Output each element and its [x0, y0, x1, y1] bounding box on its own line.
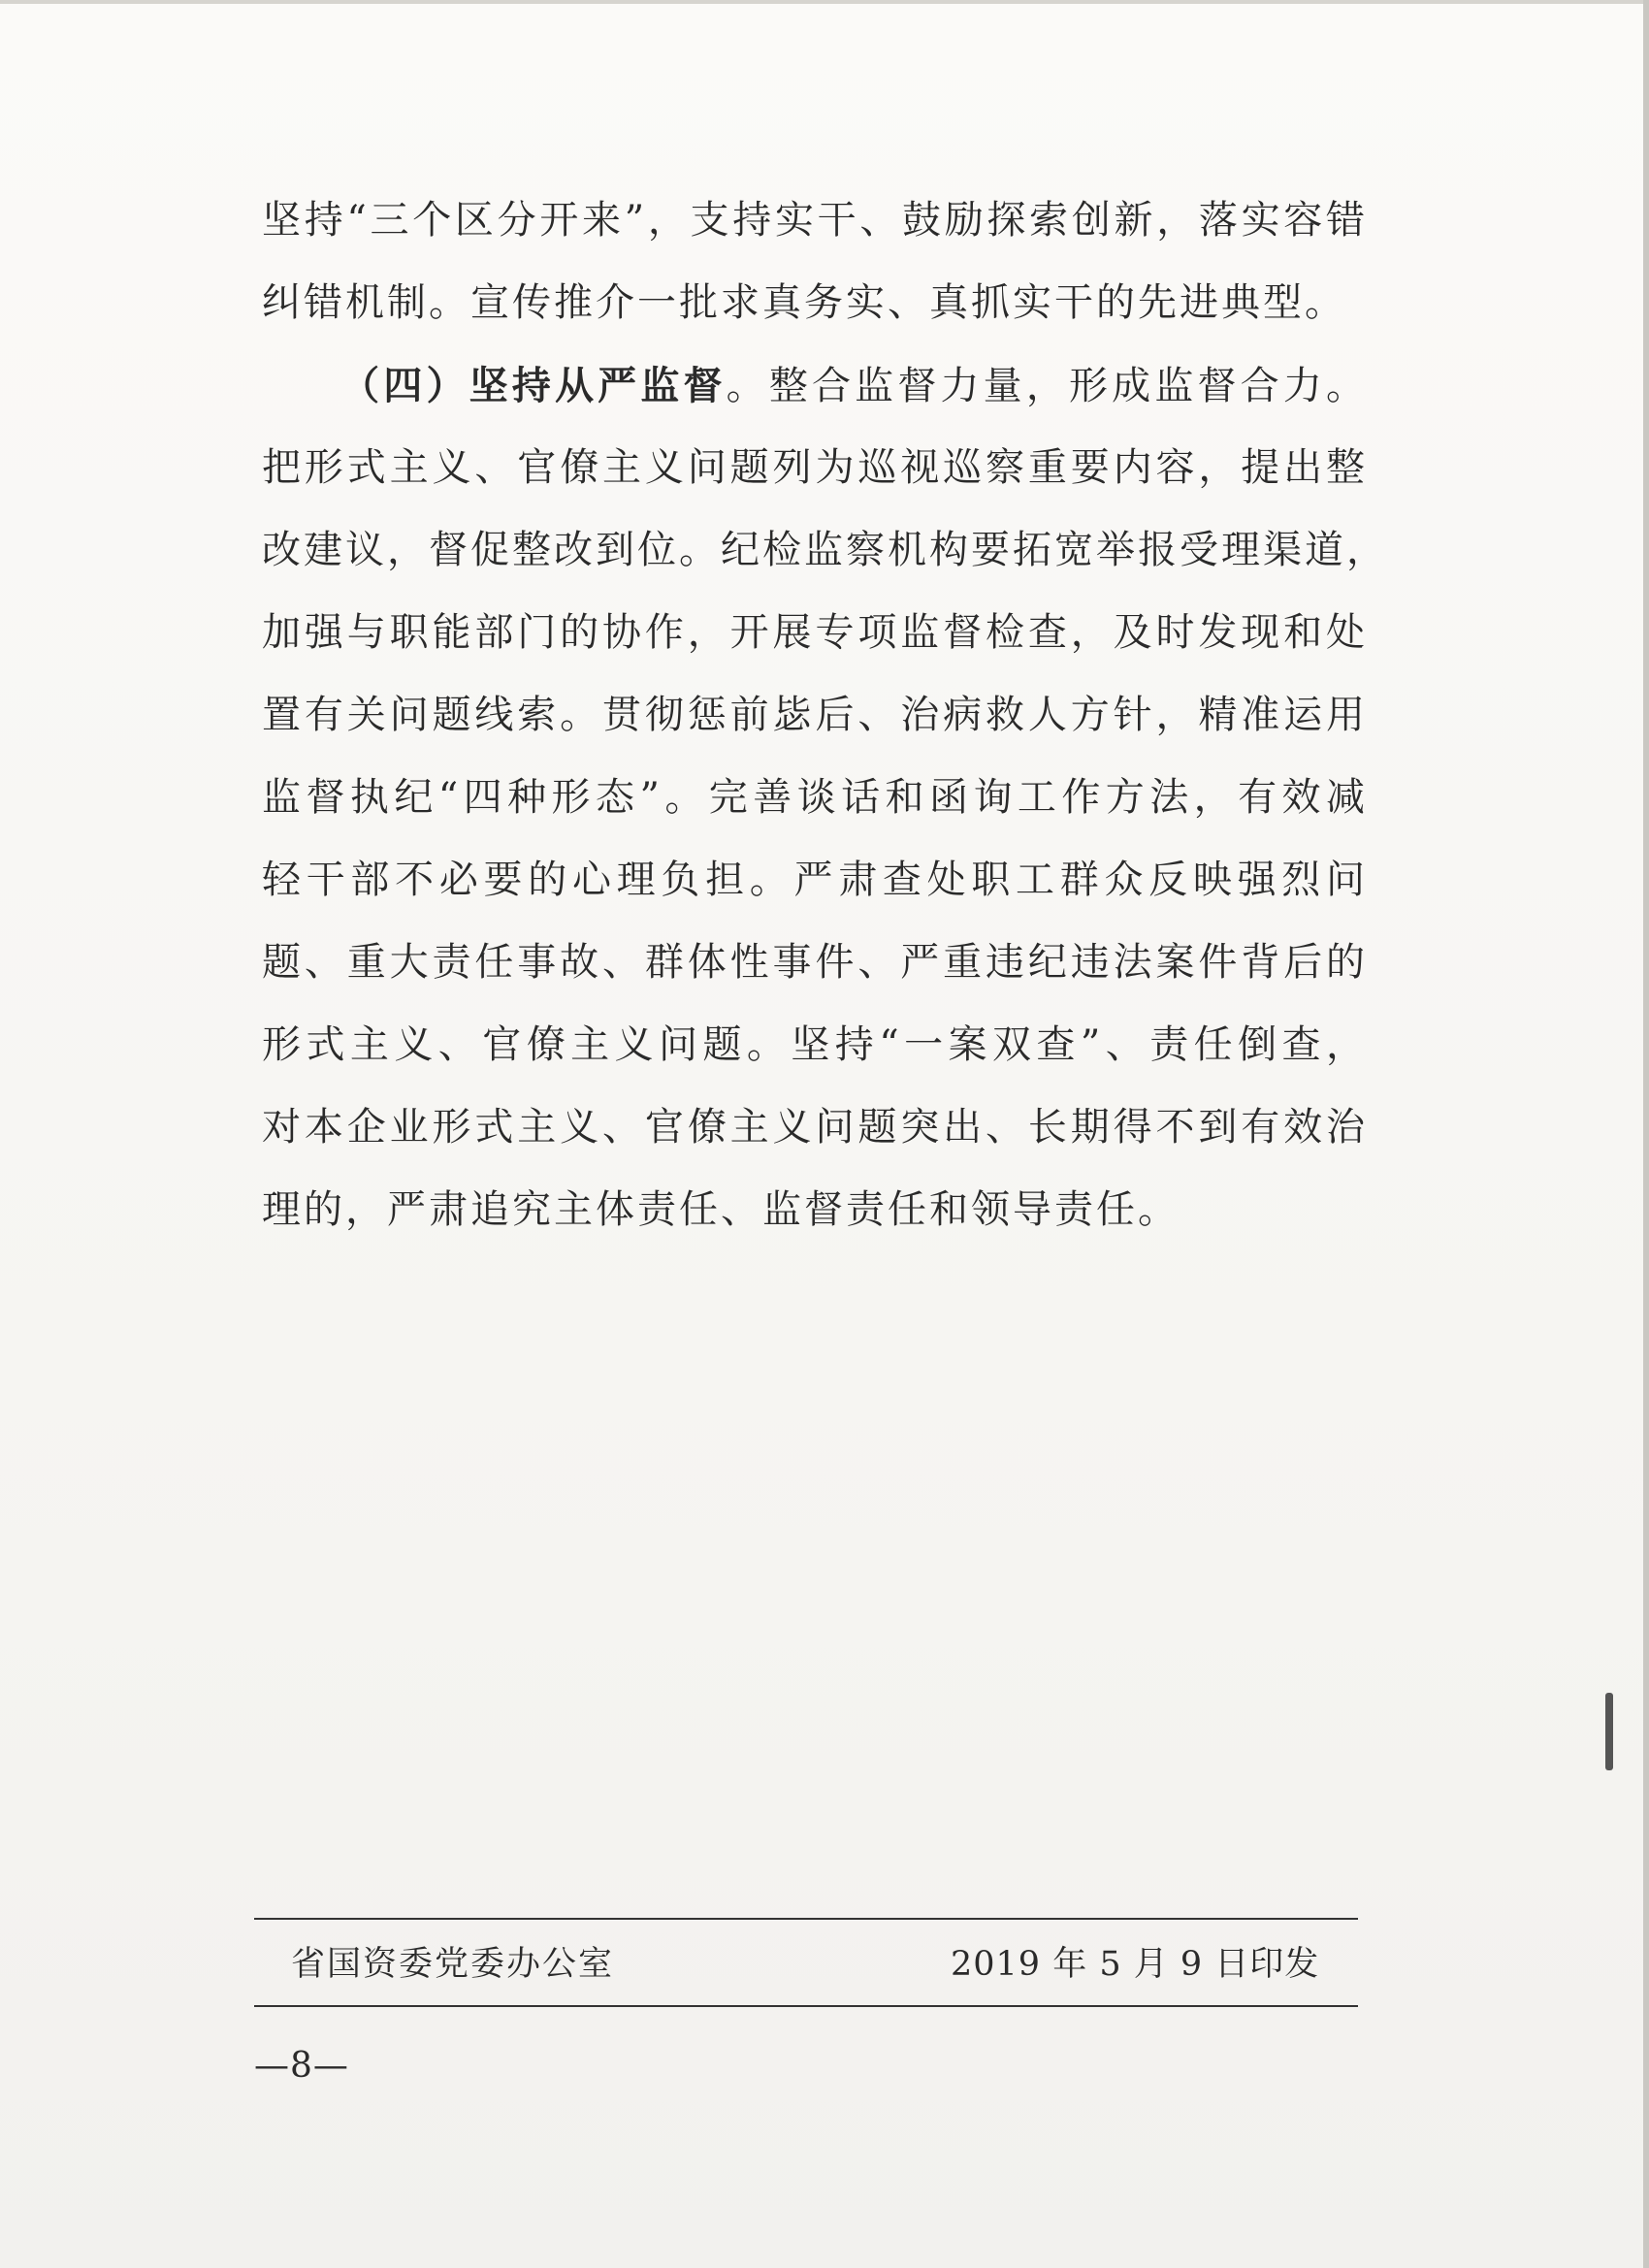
- body-line: 加强与职能部门的协作，开展专项监督检查，及时发现和处: [262, 610, 1368, 655]
- section-line: [262, 344, 1368, 427]
- scan-edge-right: [1643, 0, 1649, 2268]
- scan-edge-top: [0, 0, 1649, 4]
- section-heading-rest: 。整合监督力量，形成监督合力。: [726, 364, 1369, 408]
- body-line: 纠错机制。宣传推介一批求真务实、真抓实干的先进典型。: [262, 280, 1346, 325]
- colophon-rule-top: [254, 1918, 1358, 1920]
- body-line: 改建议，督促整改到位。纪检监察机构要拓宽举报受理渠道，: [262, 528, 1388, 572]
- body-line: 坚持“三个区分开来”，支持实干、鼓励探索创新，落实容错: [262, 198, 1368, 243]
- body-line: 监督执纪“四种形态”。完善谈话和函询工作方法，有效减: [262, 775, 1368, 820]
- body-line: 理的，严肃追究主体责任、监督责任和领导责任。: [262, 1187, 1180, 1232]
- body-line: 形式主义、官僚主义问题。坚持“一案双查”、责任倒查，: [262, 1022, 1368, 1067]
- body-line: 对本企业形式主义、官僚主义问题突出、长期得不到有效治: [262, 1105, 1368, 1150]
- body-line: 轻干部不必要的心理负担。严肃查处职工群众反映强烈问: [262, 858, 1368, 902]
- document-body: [262, 179, 1388, 1251]
- colophon-date: 2019 年 5 月 9 日印发: [951, 1945, 1320, 1984]
- section-heading: （四）坚持从严监督: [340, 363, 727, 408]
- body-line: 把形式主义、官僚主义问题列为巡视巡察重要内容，提出整: [262, 445, 1368, 490]
- colophon-rule-bottom: [254, 2005, 1358, 2007]
- body-line: 置有关问题线索。贯彻惩前毖后、治病救人方针，精准运用: [262, 693, 1368, 737]
- page-number: —8—: [254, 2046, 349, 2086]
- body-line: 题、重大责任事故、群体性事件、严重违纪违法案件背后的: [262, 940, 1368, 985]
- colophon-issuer: 省国资委党委办公室: [291, 1945, 615, 1984]
- scan-mark: [1605, 1693, 1613, 1770]
